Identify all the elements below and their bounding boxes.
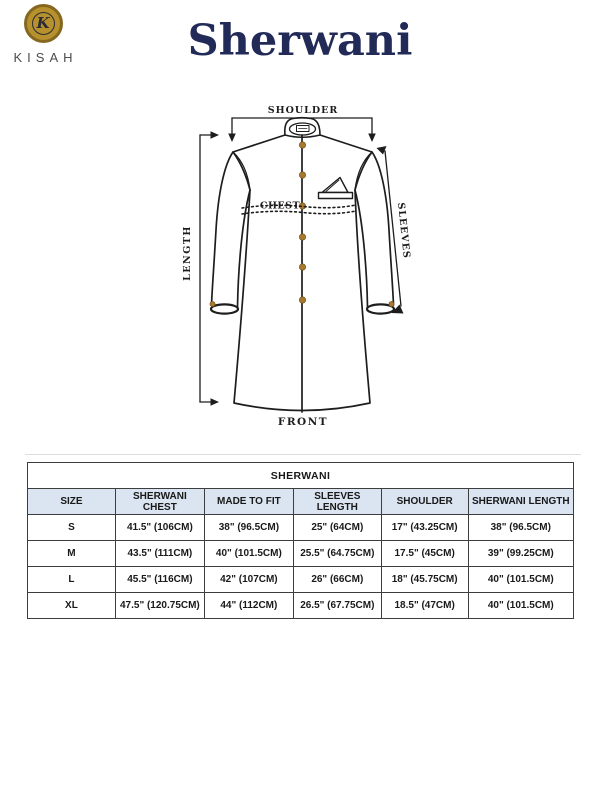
length-label: LENGTH — [182, 225, 193, 281]
cell-size: XL — [28, 593, 116, 619]
front-label: FRONT — [277, 416, 329, 428]
cell-sherwani-length: 40" (101.5CM) — [468, 593, 573, 619]
cell-sherwani-length: 39" (99.25CM) — [468, 541, 573, 567]
cell-made-to-fit: 38" (96.5CM) — [204, 515, 293, 541]
col-header-sleeves-length: SLEEVES LENGTH — [293, 489, 381, 515]
size-chart-table — [27, 462, 574, 619]
cell-made-to-fit: 40" (101.5CM) — [204, 541, 293, 567]
col-header-made-to-fit: MADE TO FIT — [204, 489, 293, 515]
cell-sherwani-length: 40" (101.5CM) — [468, 567, 573, 593]
cell-size: M — [28, 541, 116, 567]
cell-sleeves-length: 26.5" (67.75CM) — [293, 593, 381, 619]
cell-made-to-fit: 42" (107CM) — [204, 567, 293, 593]
shoulder-label: SHOULDER — [267, 105, 339, 116]
cell-size: L — [28, 567, 116, 593]
cell-made-to-fit: 44" (112CM) — [204, 593, 293, 619]
col-header-sherwani-chest: SHERWANI CHEST — [115, 489, 204, 515]
cell-sherwani-length: 38" (96.5CM) — [468, 515, 573, 541]
table-title: SHERWANI — [28, 463, 574, 489]
cell-shoulder: 17" (43.25CM) — [381, 515, 468, 541]
sherwani-measurement-diagram — [140, 85, 470, 440]
col-header-sherwani-length: SHERWANI LENGTH — [468, 489, 573, 515]
table-title-row — [28, 463, 574, 489]
logo-k-monogram-icon: K — [32, 12, 55, 35]
cell-sleeves-length: 25.5" (64.75CM) — [293, 541, 381, 567]
table-row-s — [28, 515, 574, 541]
table-row-xl — [28, 593, 574, 619]
table-row-m — [28, 541, 574, 567]
chest-label: CHEST — [259, 200, 301, 212]
cell-shoulder: 18" (45.75CM) — [381, 567, 468, 593]
sleeves-label: SLEEVES — [395, 202, 412, 260]
col-header-shoulder: SHOULDER — [381, 489, 468, 515]
cell-sleeves-length: 25" (64CM) — [293, 515, 381, 541]
cell-sleeves-length: 26" (66CM) — [293, 567, 381, 593]
cell-chest: 47.5" (120.75CM) — [115, 593, 204, 619]
divider-line — [25, 454, 581, 455]
table-header-row — [28, 489, 574, 515]
table-row-l — [28, 567, 574, 593]
cell-shoulder: 18.5" (47CM) — [381, 593, 468, 619]
col-header-size: SIZE — [28, 489, 116, 515]
page-title: Sherwani — [187, 16, 413, 66]
cell-chest: 45.5" (116CM) — [115, 567, 204, 593]
cell-chest: 43.5" (111CM) — [115, 541, 204, 567]
brand-name: KISAH — [13, 50, 78, 65]
cell-shoulder: 17.5" (45CM) — [381, 541, 468, 567]
cell-size: S — [28, 515, 116, 541]
cell-chest: 41.5" (106CM) — [115, 515, 204, 541]
